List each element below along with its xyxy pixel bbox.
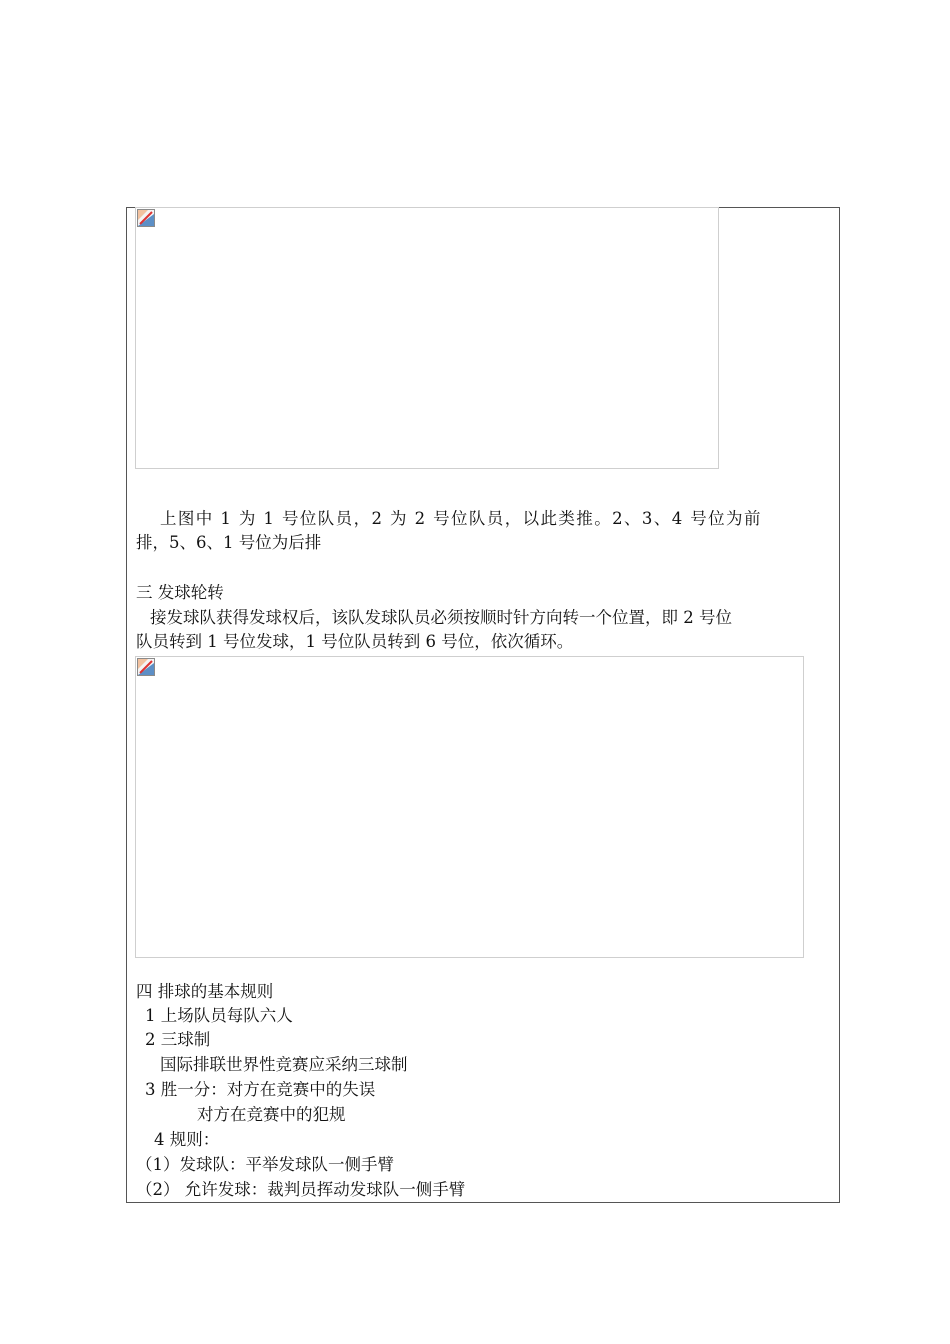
section-3-line-2: 队员转到 1 号位发球，1 号位队员转到 6 号位，依次循环。 [136,632,574,651]
caption-line-1: 上图中 1 为 1 号位队员，2 为 2 号位队员，以此类推。2、3、4 号位为前 [160,509,762,528]
section-4-heading: 四 排球的基本规则 [136,982,274,1001]
rule-item-2-detail: 国际排联世界性竞赛应采纳三球制 [160,1055,408,1074]
figure-1-image [135,207,719,469]
broken-image-icon [137,209,155,227]
rule-item-3-detail: 对方在竞赛中的犯规 [197,1105,346,1124]
caption-line-2: 排，5、6、1 号位为后排 [136,533,322,552]
broken-image-icon [137,658,155,676]
rule-sub-2: （2） 允许发球：裁判员挥动发球队一侧手臂 [136,1180,466,1199]
section-3-line-1: 接发球队获得发球权后，该队发球队员必须按顺时针方向转一个位置，即 2 号位 [150,608,732,627]
rule-item-2: 2 三球制 [145,1030,211,1049]
rule-sub-1: （1）发球队：平举发球队一侧手臂 [136,1155,394,1174]
figure-2-image [135,656,804,958]
rule-item-1: 1 上场队员每队六人 [145,1006,293,1025]
rule-item-3: 3 胜一分：对方在竞赛中的失误 [145,1080,376,1099]
section-3-heading: 三 发球轮转 [136,583,224,602]
rule-item-4: 4 规则： [154,1130,220,1149]
